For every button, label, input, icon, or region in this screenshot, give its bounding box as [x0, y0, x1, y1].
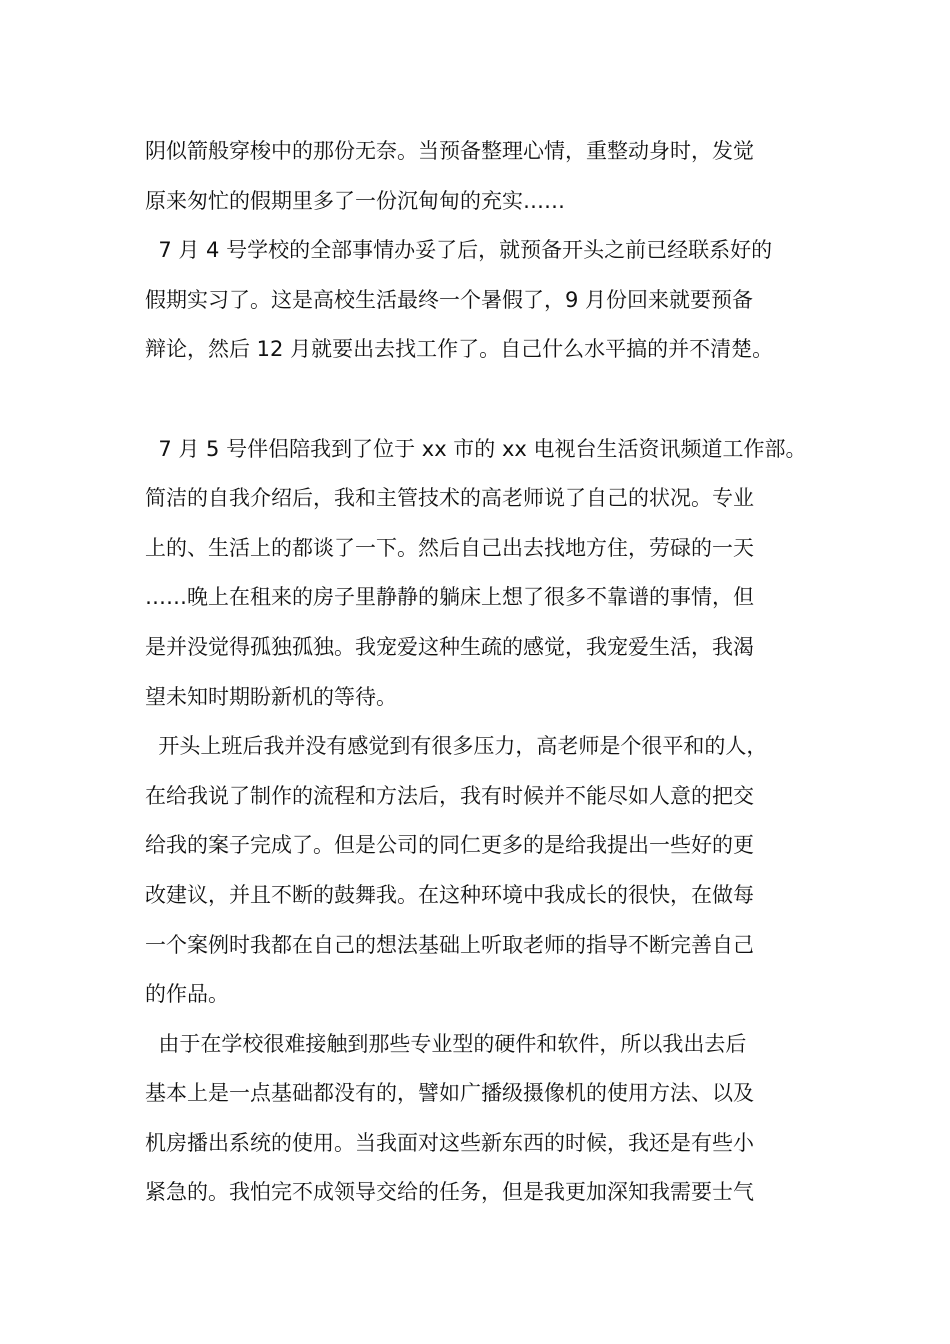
text-line: 的作品。: [145, 982, 229, 1007]
text-line: 给我的案子完成了。但是公司的同仁更多的是给我提出一些好的更: [145, 833, 754, 858]
text-line: 改建议，并且不断的鼓舞我。在这种环境中我成长的很快，在做每: [145, 882, 754, 907]
text-line: 简洁的自我介绍后，我和主管技术的高老师说了自己的状况。专业: [145, 486, 754, 511]
text-line: 原来匆忙的假期里多了一份沉甸甸的充实……: [145, 188, 565, 213]
text-line: 辩论，然后 12 月就要出去找工作了。自己什么水平搞的并不清楚。: [145, 337, 774, 362]
text-line: 机房播出系统的使用。当我面对这些新东西的时候，我还是有些小: [145, 1130, 754, 1155]
text-line: 由于在学校很难接触到那些专业型的硬件和软件，所以我出去后: [145, 1031, 747, 1056]
text-line: 望未知时期盼新机的等待。: [145, 684, 397, 709]
text-line: 基本上是一点基础都没有的，譬如广播级摄像机的使用方法、以及: [145, 1081, 754, 1106]
text-line: 上的、生活上的都谈了一下。然后自己出去找地方住，劳碌的一天: [145, 535, 754, 560]
text-line: 紧急的。我怕完不成领导交给的任务，但是我更加深知我需要士气: [145, 1180, 754, 1205]
blank-line: [145, 375, 825, 425]
text-line: 7 月 5 号伴侣陪我到了位于 xx 市的 xx 电视台生活资讯频道工作部。: [145, 436, 807, 461]
text-line: 在给我说了制作的流程和方法后，我有时候并不能尽如人意的把交: [145, 783, 754, 808]
text-line: 一个案例时我都在自己的想法基础上听取老师的指导不断完善自己: [145, 932, 754, 957]
text-line: 7 月 4 号学校的全部事情办妥了后，就预备开头之前已经联系好的: [145, 238, 773, 263]
text-line: 阴似箭般穿梭中的那份无奈。当预备整理心情，重整动身时，发觉: [145, 139, 754, 163]
document-body: [145, 127, 825, 1218]
text-line: 开头上班后我并没有感觉到有很多压力，高老师是个很平和的人，: [145, 734, 768, 759]
text-line: ……晚上在租来的房子里静静的躺床上想了很多不靠谱的事情，但: [145, 585, 754, 610]
text-line: 是并没觉得孤独孤独。我宠爱这种生疏的感觉，我宠爱生活，我渴: [145, 634, 754, 659]
text-line: 假期实习了。这是高校生活最终一个暑假了，9 月份回来就要预备: [145, 287, 754, 312]
